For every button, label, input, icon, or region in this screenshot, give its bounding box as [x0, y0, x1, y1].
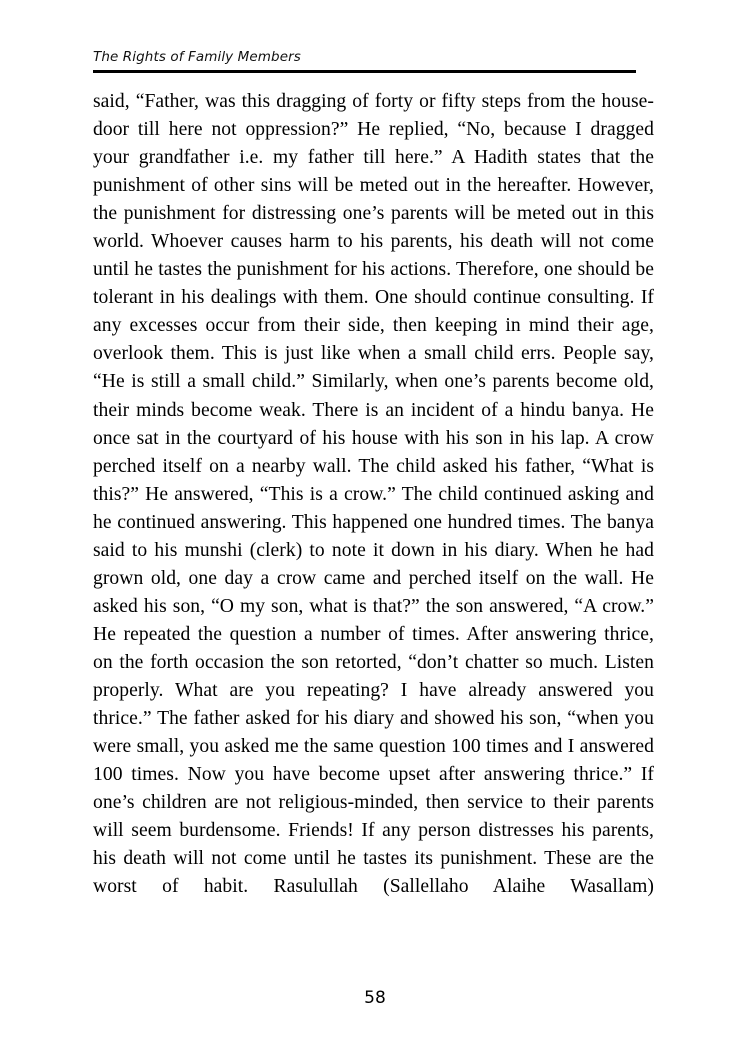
page-number: 58 — [364, 988, 386, 1008]
page-header — [93, 48, 636, 73]
body-text-block — [93, 88, 654, 901]
body-paragraph: said, “Father, was this dragging of forty or fifty steps from the house-door till here not oppression?” He replied, “No, because I dragged your grandfather i.e. my father till here.” A Hadith states that the punishment of other sins will be meted out in the hereafter. However, the punishment for distressing one’s parents will be meted out in this world. Whoever causes harm to his parents, his death will not come until he tastes the punishment for his actions. Therefore, one should be tolerant in his dealings with them. One should continue consulting. If any excesses occur from their side, then keeping in mind their age, overlook them. This is just like when a small child errs. People say, “He is still a small child.” Similarly, when one’s parents become old, their minds become weak. There is an incident of a hindu banya. He once sat in the courtyard of his house with his son in his lap. A crow perched itself on a nearby wall. The child asked his father, “What is this?” He answered, “This is a crow.” The child continued asking and he continued answering. This happened one hundred times. The banya said to his munshi (clerk) to note it down in his diary. When he had grown old, one day a crow came and perched itself on the wall. He asked his son, “O my son, what is that?” the son answered, “A crow.” He repeated the question a number of times. After answering thrice, on the forth occasion the son retorted, “don’t chatter so much. Listen properly. What are you repeating? I have already answered you thrice.” The father asked for his diary and showed his son, “when you were small, you asked me the same question 100 times and I answered 100 times. Now you have become upset after answering thrice.” If one’s children are not religious-minded, then service to their parents will seem burdensome. Friends! If any person distresses his parents, his death will not come until he tastes its punishment. These are the worst of habit. Rasulullah (Sallellaho Alaihe Wasallam) — [93, 91, 654, 898]
running-head: The Rights of Family Members — [93, 49, 301, 65]
header-divider-rule — [93, 70, 636, 73]
